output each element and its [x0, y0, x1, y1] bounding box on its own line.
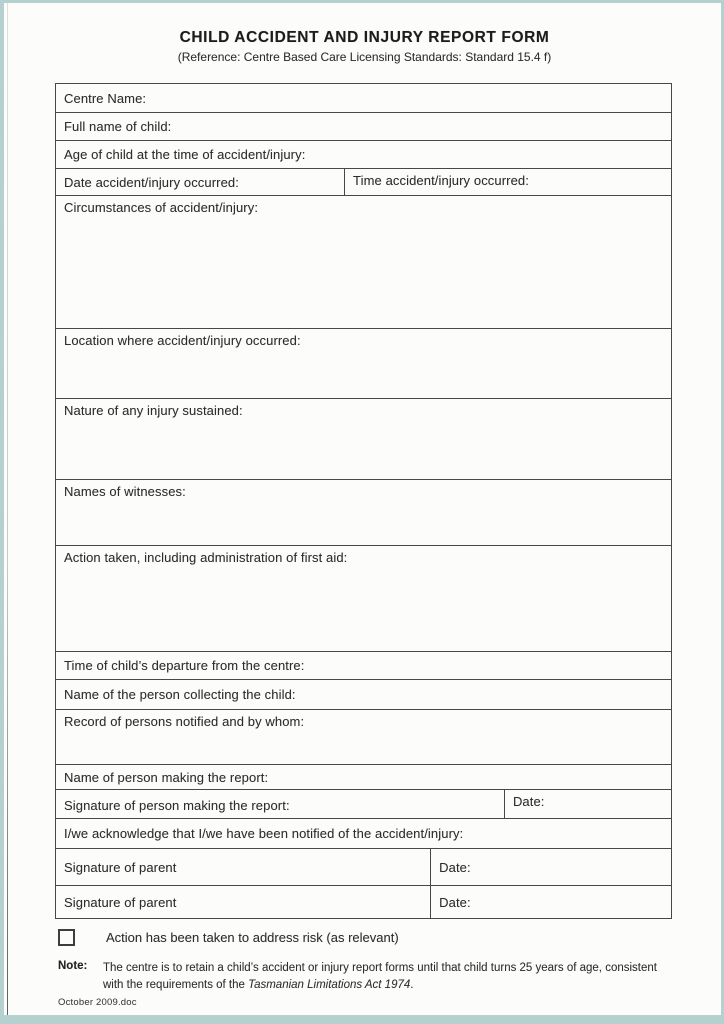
table-row — [56, 329, 671, 399]
field-parent-signature-1[interactable] — [56, 849, 431, 885]
field-label: Date: — [512, 794, 545, 809]
note-text — [103, 960, 675, 995]
table-row — [56, 652, 671, 680]
table-row — [56, 886, 671, 918]
table-row — [56, 84, 671, 113]
table-row — [56, 546, 671, 652]
field-report-date[interactable] — [505, 790, 671, 818]
note-label: Note: — [58, 960, 88, 972]
field-parent-date-1[interactable] — [431, 849, 671, 885]
field-location[interactable] — [56, 329, 671, 398]
field-label: Date accident/injury occurred: — [64, 175, 239, 190]
field-label: Name of person making the report: — [64, 769, 269, 785]
field-label: Signature of parent — [64, 894, 177, 910]
field-label: Time accident/injury occurred: — [353, 173, 529, 188]
field-label: Full name of child: — [64, 119, 172, 134]
table-row — [56, 710, 671, 765]
field-label: Circumstances of accident/injury: — [64, 200, 259, 215]
table-row — [56, 849, 671, 886]
field-label: Age of child at the time of accident/injury: — [64, 147, 306, 162]
field-label: Signature of parent — [64, 859, 177, 875]
table-row — [56, 169, 671, 196]
table-row — [56, 141, 671, 169]
document-header — [55, 29, 674, 64]
field-acknowledgement[interactable] — [56, 819, 671, 848]
risk-action-checkbox[interactable] — [58, 929, 75, 946]
field-departure-time[interactable] — [56, 652, 671, 679]
field-label: Nature of any injury sustained: — [64, 403, 243, 418]
table-row — [56, 680, 671, 710]
field-report-maker-name[interactable] — [56, 765, 671, 789]
field-report-maker-signature[interactable] — [56, 790, 505, 818]
doc-footer: October 2009.doc — [58, 997, 137, 1008]
field-action-taken[interactable] — [56, 546, 671, 651]
page-title: CHILD ACCIDENT AND INJURY REPORT FORM — [179, 29, 550, 46]
page-subtitle: (Reference: Centre Based Care Licensing Standards: Standard 15.4 f) — [177, 50, 552, 64]
retention-note — [58, 960, 675, 995]
field-label: Name of the person collecting the child: — [64, 687, 296, 702]
field-date-occurred[interactable] — [56, 169, 345, 195]
table-row — [56, 790, 671, 819]
table-row — [56, 765, 671, 790]
field-circumstances[interactable] — [56, 196, 671, 328]
field-centre-name[interactable] — [56, 84, 671, 112]
field-witnesses[interactable] — [56, 480, 671, 545]
field-label: Location where accident/injury occurred: — [64, 333, 301, 348]
field-label: Centre Name: — [64, 90, 147, 106]
field-label: Time of child’s departure from the centre: — [64, 658, 305, 673]
field-child-full-name[interactable] — [56, 113, 671, 140]
note-body: The centre is to retain a child’s accident or injury report forms until that child turns 25 years of age, consistent with the requirements of the — [103, 962, 657, 992]
table-row — [56, 113, 671, 141]
field-label: Action taken, including administration of first aid: — [64, 550, 348, 565]
table-row — [56, 196, 671, 329]
field-label: I/we acknowledge that I/we have been notified of the accident/injury: — [64, 826, 464, 841]
note-suffix: . — [410, 979, 414, 992]
field-label: Signature of person making the report: — [64, 798, 290, 813]
field-parent-signature-2[interactable] — [56, 886, 431, 918]
field-child-age[interactable] — [56, 141, 671, 168]
field-label: Date: — [439, 859, 471, 875]
field-time-occurred[interactable] — [345, 169, 671, 195]
table-row — [56, 480, 671, 546]
note-act-name: Tasmanian Limitations Act 1974 — [248, 979, 411, 992]
field-collecting-person[interactable] — [56, 680, 671, 709]
table-row — [56, 399, 671, 480]
document-page — [4, 3, 721, 1015]
table-row — [56, 819, 671, 849]
field-label: Record of persons notified and by whom: — [64, 714, 305, 729]
field-persons-notified[interactable] — [56, 710, 671, 764]
field-parent-date-2[interactable] — [431, 886, 671, 918]
risk-action-row — [58, 929, 399, 946]
field-label: Date: — [439, 894, 471, 910]
field-nature-of-injury[interactable] — [56, 399, 671, 479]
report-form-table — [55, 83, 672, 919]
risk-action-label: Action has been taken to address risk (as relevant) — [106, 930, 399, 945]
field-label: Names of witnesses: — [64, 484, 186, 499]
